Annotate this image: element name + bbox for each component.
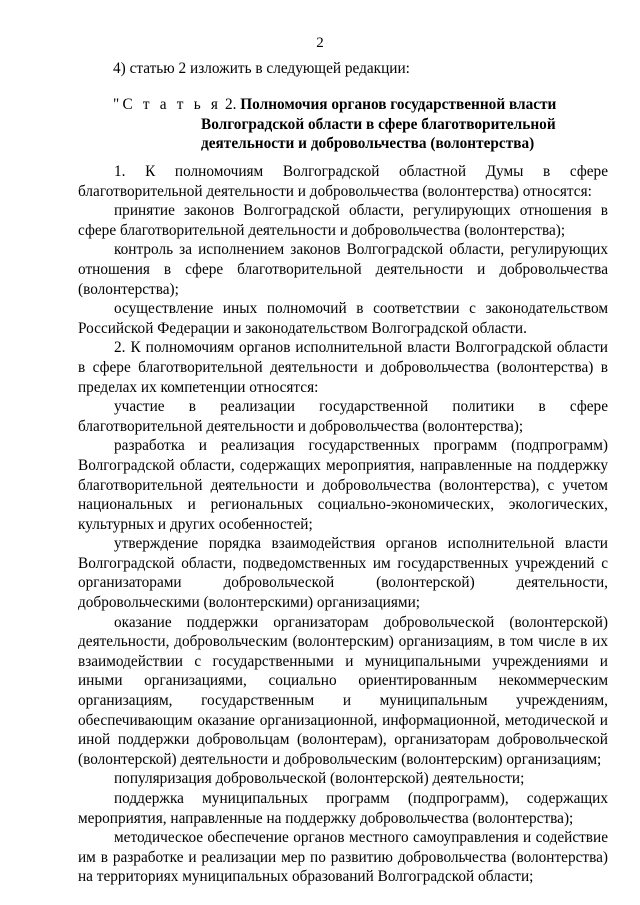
article-heading-first-line bbox=[113, 95, 583, 115]
article-title-line-1: Полномочия органов государственной власти bbox=[240, 96, 557, 113]
paragraph-municipal-programs: поддержка муниципальных программ (подпрограмм), содержащих мероприятия, направленные на поддержку добровольчества (волонтерства); bbox=[78, 790, 608, 827]
paragraph-support: оказание поддержки организаторам добровольческой (волонтерской) деятельности, добровольческим (волонтерским) организациям, в том числе в их взаимодействии с государственными и муниципальными учреждениями и иными организациями, социально ориентированным некоммерческим организациям, государственным и муниципальным учреждениям, обеспечивающим оказание организационной, информационной, методической и иной поддержки добровольцам (волонтерам), организаторам добровольческой (волонтерской) деятельности и добровольческим (волонтерским) организациям; bbox=[78, 613, 608, 768]
page-number: 2 bbox=[316, 35, 324, 51]
article-title-line-3: деятельности и добровольчества (волонтерства) bbox=[201, 135, 535, 153]
article-number: 2. bbox=[224, 96, 237, 113]
article-heading bbox=[113, 95, 583, 154]
paragraph-other-powers: осуществление иных полномочий в соответствии с законодательством Российской Федерации и законодательством Волгоградской области. bbox=[78, 300, 608, 337]
paragraph-law-adoption: принятие законов Волгоградской области, регулирующих отношения в сфере благотворительной деятельности и добровольчества (волонтерства); bbox=[78, 202, 608, 239]
paragraph-policy-participation: участие в реализации государственной политики в сфере благотворительной деятельности и добровольчества (волонтерства); bbox=[78, 398, 608, 435]
amendment-intro: 4) статью 2 изложить в следующей редакции: bbox=[113, 60, 410, 77]
paragraph-executive-powers: 2. К полномочиям органов исполнительной власти Волгоградской области в сфере благотворительной деятельности и добровольчества (волонтерства) в пределах их компетенции относятся: bbox=[78, 339, 608, 396]
article-body bbox=[78, 162, 608, 887]
paragraph-methodical-support: методическое обеспечение органов местного самоуправления и содействие им в разработке и реализации мер по развитию добровольчества (волонтерства) на территориях муниципальных образований Волгоградской области; bbox=[78, 829, 608, 886]
paragraph-interaction-procedure: утверждение порядка взаимодействия органов исполнительной власти Волгоградской области, подведомственных им государственных учреждений с организаторами добровольческой (волонтерской) деятельности, добровольческими (волонтерскими) организациями; bbox=[78, 535, 608, 612]
paragraph-popularization: популяризация добровольческой (волонтерской) деятельности; bbox=[114, 770, 525, 788]
article-title-line-2: Волгоградской области в сфере благотворительной bbox=[201, 115, 556, 133]
paragraph-duma-powers: 1. К полномочиям Волгоградской областной Думы в сфере благотворительной деятельности и добровольчества (волонтерства) относятся: bbox=[78, 163, 608, 200]
article-label: "С т а т ь я bbox=[113, 96, 222, 113]
paragraph-law-control: контроль за исполнением законов Волгоградской области, регулирующих отношения в сфере благотворительной деятельности и добровольчества (волонтерства); bbox=[78, 241, 608, 298]
paragraph-state-programs: разработка и реализация государственных программ (подпрограмм) Волгоградской области, содержащих мероприятия, направленные на поддержку благотворительной деятельности и добровольчества (волонтерства), с учетом национальных и региональных социально-экономических, экологических, культурных и других особенностей; bbox=[78, 437, 608, 533]
